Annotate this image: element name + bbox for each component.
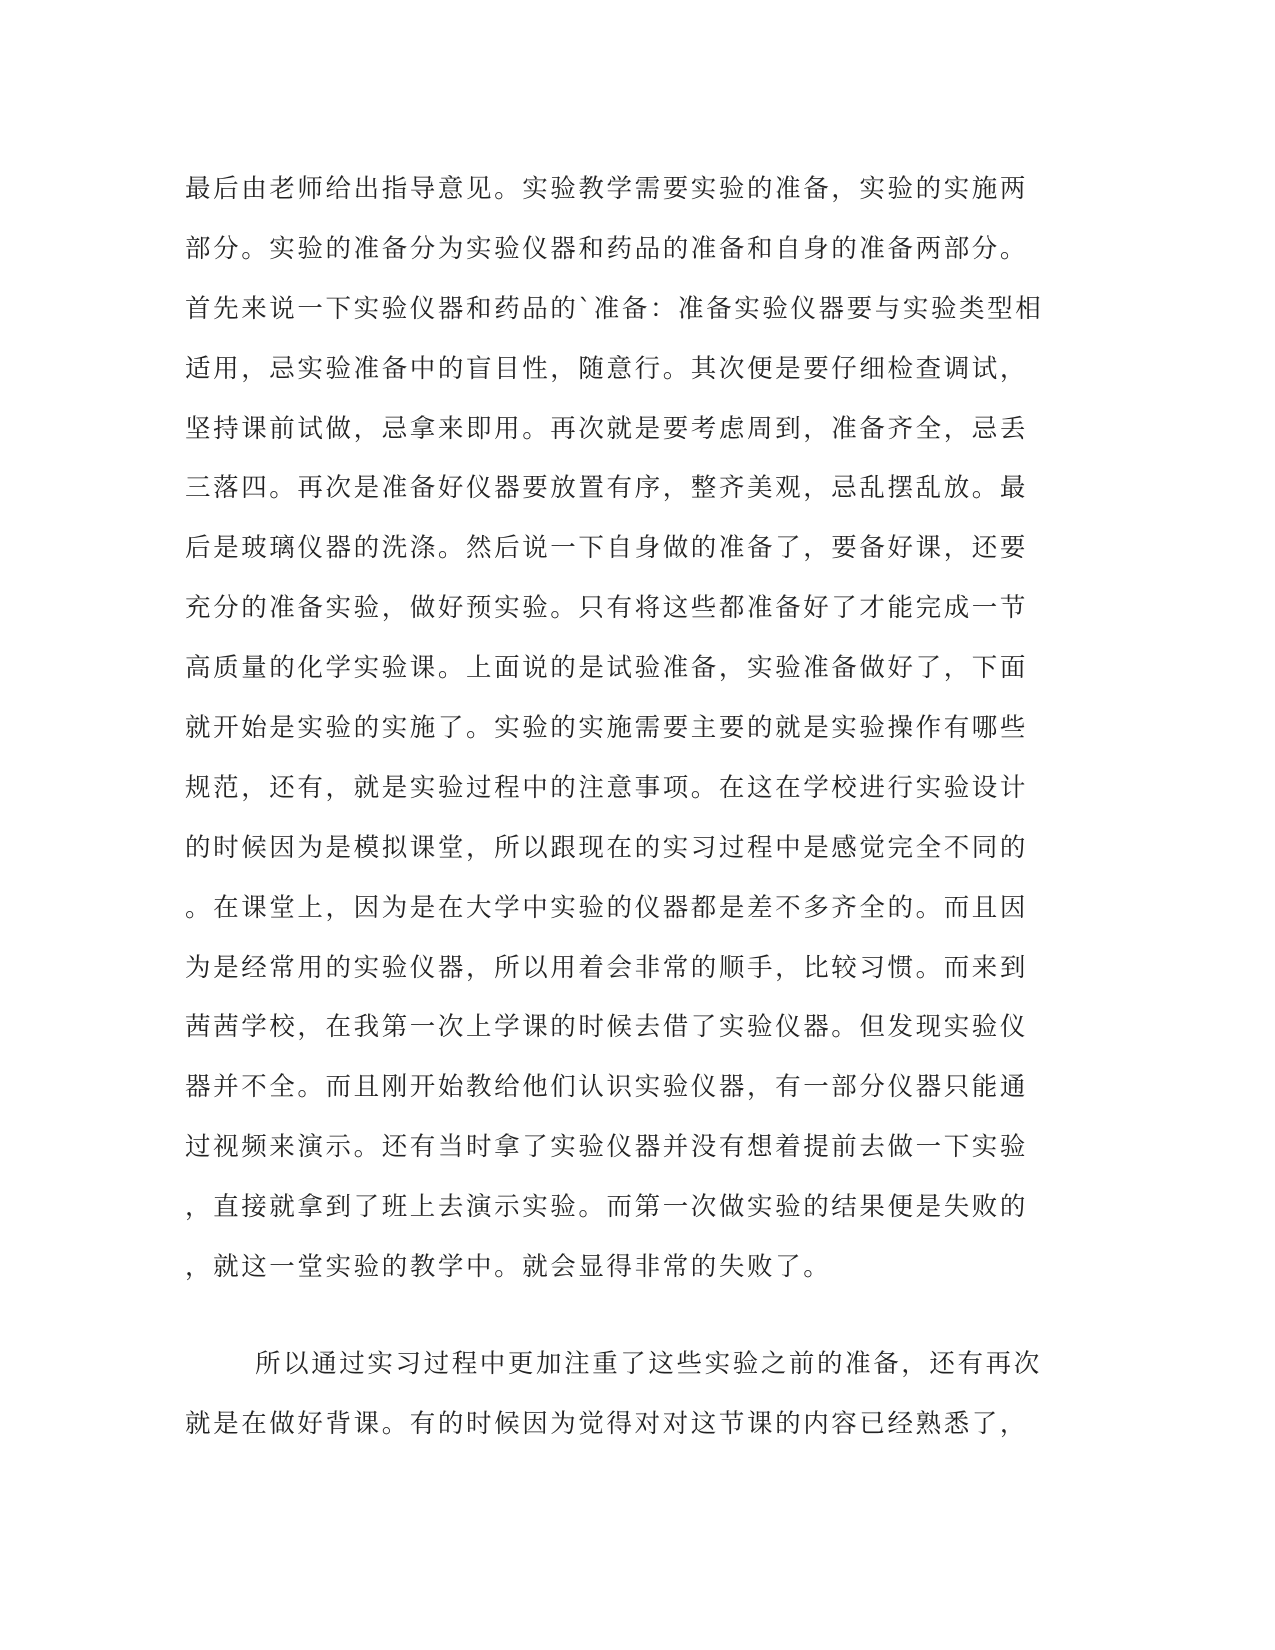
- text-line: 适用，忌实验准备中的盲目性，随意行。其次便是要仔细检查调试，: [185, 353, 1029, 384]
- text-line: 过视频来演示。还有当时拿了实验仪器并没有想着提前去做一下实验: [185, 1132, 1029, 1163]
- text-line: 坚持课前试做，忌拿来即用。再次就是要考虑周到，准备齐全，忌丢: [185, 413, 1029, 444]
- text-line: 的时候因为是模拟课堂，所以跟现在的实习过程中是感觉完全不同的: [185, 832, 1029, 863]
- text-line: 茜茜学校，在我第一次上学课的时候去借了实验仪器。但发现实验仪: [185, 1012, 1029, 1043]
- text-line: ，直接就拿到了班上去演示实验。而第一次做实验的结果便是失败的: [185, 1192, 1029, 1223]
- text-line: 充分的准备实验，做好预实验。只有将这些都准备好了才能完成一节: [185, 593, 1029, 624]
- text-line: 部分。实验的准备分为实验仪器和药品的准备和自身的准备两部分。: [185, 233, 1029, 264]
- text-line: 为是经常用的实验仪器，所以用着会非常的顺手，比较习惯。而来到: [185, 952, 1029, 983]
- text-line: ，就这一堂实验的教学中。就会显得非常的失败了。: [185, 1252, 832, 1283]
- text-line: 器并不全。而且刚开始教给他们认识实验仪器，有一部分仪器只能通: [185, 1072, 1029, 1103]
- text-line: 后是玻璃仪器的洗涤。然后说一下自身做的准备了，要备好课，还要: [185, 533, 1029, 564]
- paragraph-2: [185, 1335, 1065, 1455]
- text-line: 高质量的化学实验课。上面说的是试验准备，实验准备做好了，下面: [185, 653, 1029, 684]
- text-line: 就是在做好背课。有的时候因为觉得对对这节课的内容已经熟悉了，: [185, 1408, 1029, 1439]
- paragraph-1: [185, 160, 1065, 1298]
- text-line: 最后由老师给出指导意见。实验教学需要实验的准备，实验的实施两: [185, 174, 1029, 204]
- text-line: 。在课堂上，因为是在大学中实验的仪器都是差不多齐全的。而且因: [185, 892, 1029, 923]
- text-line: 规范，还有，就是实验过程中的注意事项。在这在学校进行实验设计: [185, 772, 1029, 803]
- text-line: 就开始是实验的实施了。实验的实施需要主要的就是实验操作有哪些: [185, 713, 1029, 744]
- text-line-indented: 所以通过实习过程中更加注重了这些实验之前的准备，还有再次: [255, 1349, 1042, 1379]
- text-line: 三落四。再次是准备好仪器要放置有序，整齐美观，忌乱摆乱放。最: [185, 473, 1029, 504]
- text-line: 首先来说一下实验仪器和药品的`准备：准备实验仪器要与实验类型相: [185, 293, 1044, 324]
